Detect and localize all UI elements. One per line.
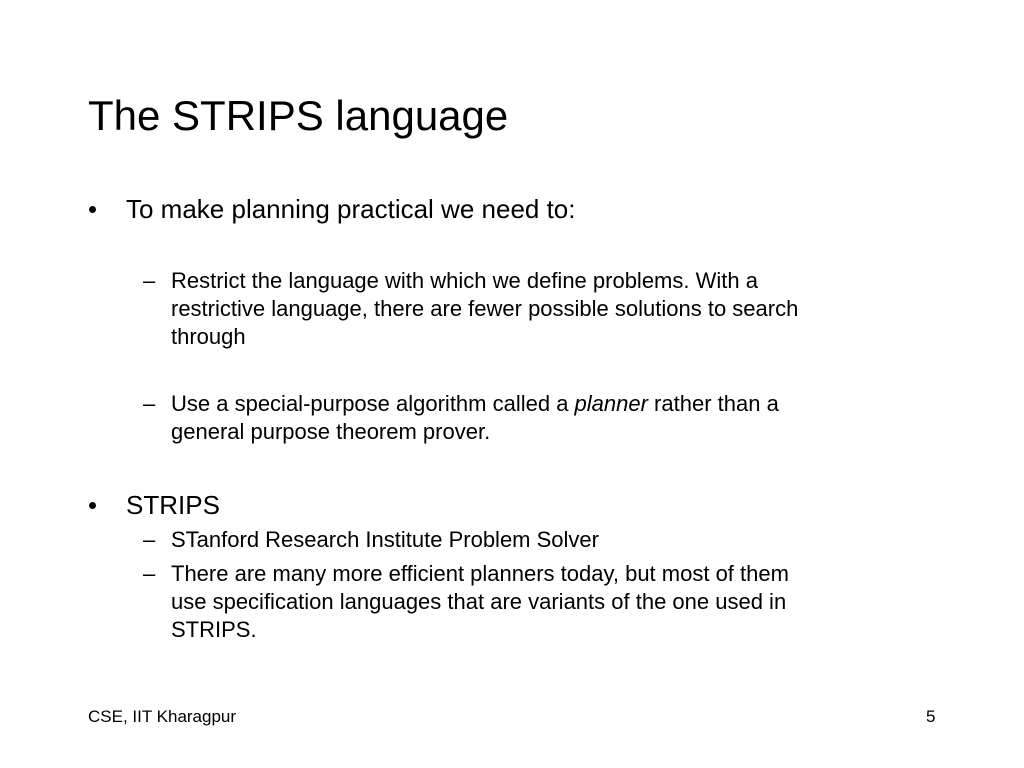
dash-marker: –	[143, 391, 156, 416]
dash-marker: –	[143, 527, 156, 552]
bullet-marker: •	[88, 490, 98, 520]
sub-bullet-text	[171, 526, 911, 554]
bullet-text: STRIPS	[126, 490, 220, 520]
slide-title: The STRIPS language	[88, 92, 509, 139]
text-line	[171, 390, 911, 418]
footer-institution: CSE, IIT Kharagpur	[88, 707, 237, 726]
page-number: 5	[926, 707, 936, 726]
text-line: restrictive language, there are fewer possible solutions to search	[171, 296, 799, 321]
text-line: general purpose theorem prover.	[171, 419, 491, 444]
sub-bullet-text	[171, 560, 911, 644]
dash-marker: –	[143, 561, 156, 586]
dash-marker: –	[143, 268, 156, 293]
text-run: Use a special-purpose algorithm called a	[171, 391, 575, 416]
text-run: rather than a	[647, 391, 779, 416]
text-line: use specification languages that are variants of the one used in	[171, 589, 787, 614]
sub-bullet-text	[171, 267, 911, 351]
text-line: Restrict the language with which we define problems. With a	[171, 268, 758, 293]
text-line: STRIPS.	[171, 617, 257, 642]
bullet-marker: •	[88, 194, 98, 224]
bullet-text: To make planning practical we need to:	[126, 194, 576, 224]
sub-bullet-text	[171, 390, 911, 446]
text-line: STanford Research Institute Problem Solver	[171, 527, 599, 552]
emphasis-planner: planner	[574, 391, 648, 416]
text-line: through	[171, 324, 246, 349]
text-line: There are many more efficient planners today, but most of them	[171, 561, 789, 586]
